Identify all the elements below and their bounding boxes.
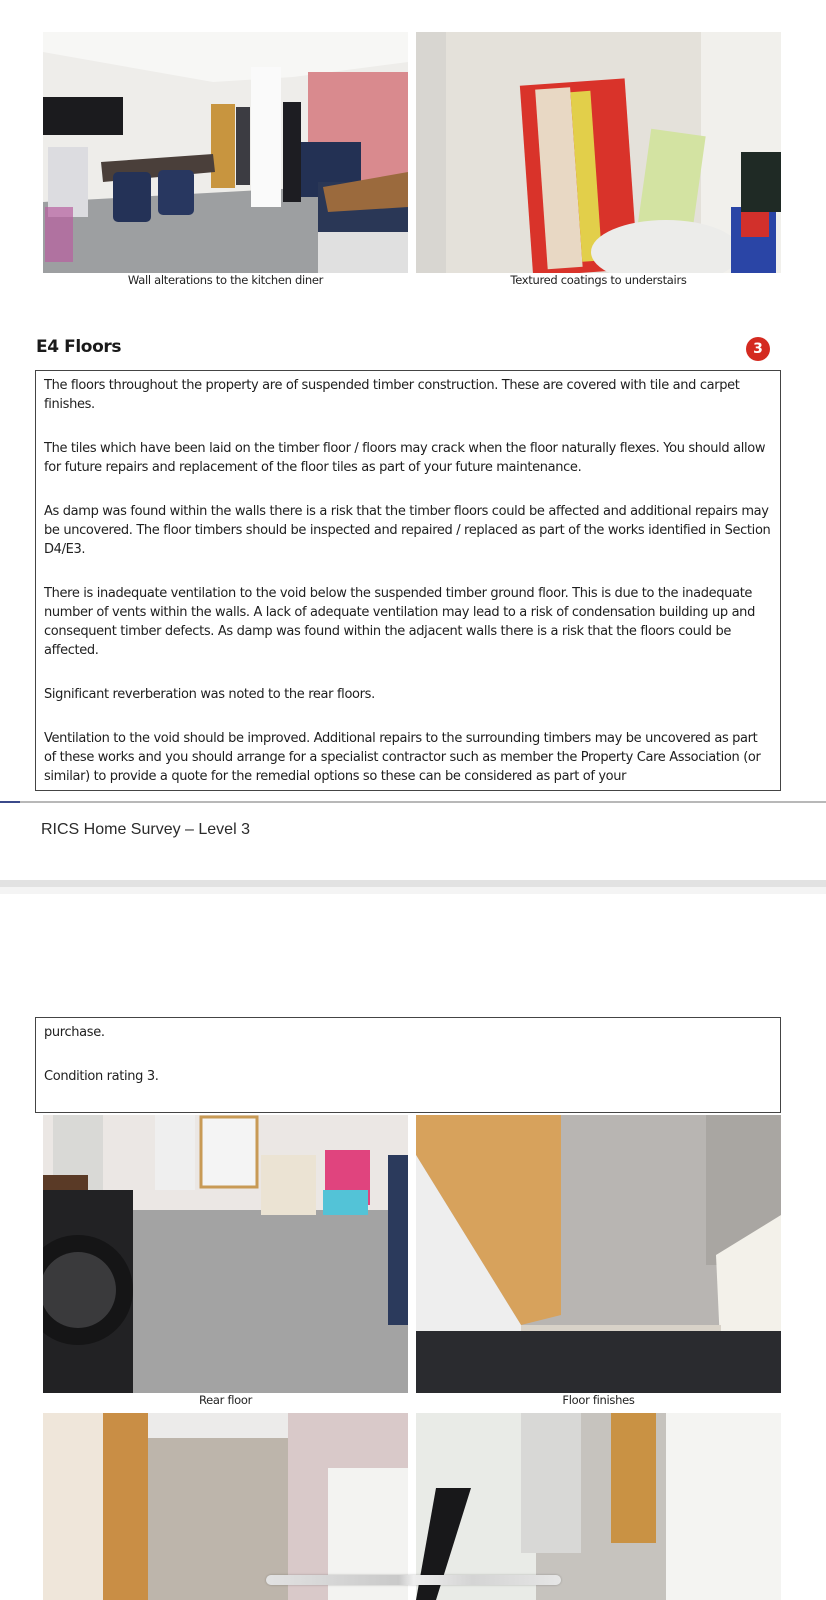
photo-rear-floor xyxy=(43,1115,408,1393)
photo-caption: Wall alterations to the kitchen diner xyxy=(127,273,324,287)
floors-description-box xyxy=(35,370,781,791)
footer-divider xyxy=(20,801,826,803)
paragraph: The tiles which have been laid on the timber floor / floors may crack when the floor naturally flexes. You should allow for future repairs and replacement of the floor tiles as part of your future maintenance. xyxy=(44,441,766,475)
photo-stairs-landing xyxy=(416,1413,781,1600)
paragraph: Condition rating 3. xyxy=(44,1069,159,1084)
photo-understairs xyxy=(416,32,781,273)
footer-accent-mark xyxy=(0,801,20,803)
photo-caption: Textured coatings to understairs xyxy=(510,273,687,287)
paragraph: Significant reverberation was noted to the rear floors. xyxy=(44,687,375,702)
photo-floor-finishes xyxy=(416,1115,781,1393)
section-title: E4 Floors xyxy=(36,337,122,357)
photo-caption: Rear floor xyxy=(198,1393,253,1407)
paragraph: purchase. xyxy=(44,1025,105,1040)
photo-landing xyxy=(43,1413,408,1600)
paragraph: There is inadequate ventilation to the void below the suspended timber ground floor. This is due to the inadequate number of vents within the walls. A lack of adequate ventilation may lead to a risk of condensation building up and consequent timber defects. As damp was found within the adjacent walls there is a risk that the floors could be affected. xyxy=(44,586,755,658)
footer-title: RICS Home Survey – Level 3 xyxy=(41,821,250,838)
paragraph: Ventilation to the void should be improved. Additional repairs to the surrounding timbers may be uncovered as part of these works and you should arrange for a specialist contractor such as member the Property Care Association (or similar) to provide a quote for the remedial options so these can be considered as part of your xyxy=(44,731,761,784)
paragraph: As damp was found within the walls there is a risk that the timber floors could be affected and additional repairs may be uncovered. The floor timbers should be inspected and repaired / replaced as part of the works identified in Section D4/E3. xyxy=(44,504,771,557)
photo-kitchen-diner xyxy=(43,32,408,273)
paragraph: The floors throughout the property are of suspended timber construction. These are covered with tile and carpet finishes. xyxy=(44,378,740,412)
floors-description-continued xyxy=(35,1017,781,1113)
photo-caption: Floor finishes xyxy=(562,1393,635,1407)
home-indicator-bar[interactable] xyxy=(266,1575,561,1585)
page-break xyxy=(0,880,826,887)
page-break-shadow xyxy=(0,887,826,894)
condition-rating-badge: 3 xyxy=(746,337,770,361)
